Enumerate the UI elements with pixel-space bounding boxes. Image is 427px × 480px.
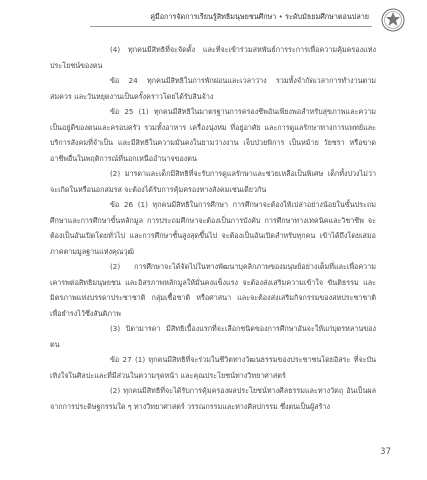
seal-logo-icon [381, 8, 405, 32]
page-number: 37 [380, 447, 391, 457]
header-title [150, 12, 369, 23]
paragraph: (2) การศึกษาจะได้จัดไปในทางพัฒนาบุคลิกภาพของมนุษย์อย่างเต็มที่และเพื่อความเคารพต่อสิทธิมนุษยชน และอิสรภาพหลักมูลให้มั่นคงแข็งแรง จะต้องส่งเสริมความเข้าใจ ขันติธรรม และมิตรภาพแห่งบรรดาประชาชาติ กลุ่มเชื้อชาติ หรือศาสนา และจะต้องส่งเสริมกิจกรรมของสหประชาชาติ เพื่อธำรงไว้ซึ่งสันติภาพ [50, 262, 376, 318]
paragraph: ข้อ 25 (1) ทุกคนมีสิทธิในมาตรฐานการครองชีพอันเพียงพอสำหรับสุขภาพและความเป็นอยู่ดีของตนและครอบครัว รวมทั้งอาหาร เครื่องนุ่งห่ม ที่อยู่อาศัย และการดูแลรักษาทางการแพทย์และบริการสังคมที่จำเป็น และมีสิทธิในความมั่นคงในยามว่างงาน เจ็บป่วยพิการ เป็นหม้าย วัยชรา หรือขาดอาชีพอื่นในพฤติการณ์ที่นอกเหนืออำนาจของตน [50, 107, 376, 163]
header-separator: • [278, 12, 283, 21]
page-header [0, 6, 427, 32]
paragraph: ข้อ 27 (1) ทุกคนมีสิทธิที่จะร่วมในชีวิตทางวัฒนธรรมของประชาชนโดยอิสระ ที่จะบันเทิงใจในศิลปะและที่มีส่วนในความรุดหน้า และคุณประโยชน์ทางวิทยาศาสตร์ [50, 355, 376, 380]
document-body [50, 42, 376, 414]
paragraph: ข้อ 24 ทุกคนมีสิทธิในการพักผ่อนและเวลาว่าง รวมทั้งจำกัดเวลาการทำงานตามสมควร และวันหยุดงานเป็นครั้งคราวโดยได้รับสินจ้าง [50, 76, 376, 101]
paragraph: ข้อ 26 (1) ทุกคนมีสิทธิในการศึกษา การศึกษาจะต้องให้เปล่าอย่างน้อยในขั้นประถมศึกษาและการศึกษาขั้นหลักมูล การประถมศึกษาจะต้องเป็นการบังคับ การศึกษาทางเทคนิคและวิชาชีพ จะต้องเป็นอันเปิดโดยทั่วไป และการศึกษาชั้นสูงสุดขึ้นไป จะต้องเป็นอันเปิดสำหรับทุกคน เข้าได้ถึงโดยเสมอภาคตามมูลฐานแห่งคุณวุฒิ [50, 200, 376, 256]
paragraph: (2) ทุกคนมีสิทธิที่จะได้รับการคุ้มครองผลประโยชน์ทางศีลธรรมและทางวัตถุ อันเป็นผลจากการประดิษฐกรรมใด ๆ ทางวิทยาศาสตร์ วรรณกรรมและทางศิลปกรรม ซึ่งตนเป็นผู้สร้าง [50, 386, 376, 411]
header-rule [90, 26, 372, 27]
header-book-title: คู่มือการจัดการเรียนรู้สิทธิมนุษยชนศึกษา [150, 12, 277, 21]
paragraph: (4) ทุกคนมีสิทธิที่จะจัดตั้ง และที่จะเข้าร่วมสหพันธ์การระการเพื่อความคุ้มครองแห่งประโยชน์ของตน [50, 45, 376, 70]
header-subtitle: ระดับมัธยมศึกษาตอนปลาย [285, 12, 369, 21]
paragraph: (2) มารดาและเด็กมีสิทธิที่จะรับการดูแลรักษาและช่วยเหลือเป็นพิเศษ เด็กทั้งปวงไม่ว่าจะเกิดในหรือนอกสมรส จะต้องได้รับการคุ้มครองทางสังคมเช่นเดียวกัน [50, 169, 376, 194]
paragraph: (3) บิดามารดา มีสิทธิเบื้องแรกที่จะเลือกชนิดของการศึกษาอันจะให้แก่บุตรหลานของตน [50, 324, 376, 349]
